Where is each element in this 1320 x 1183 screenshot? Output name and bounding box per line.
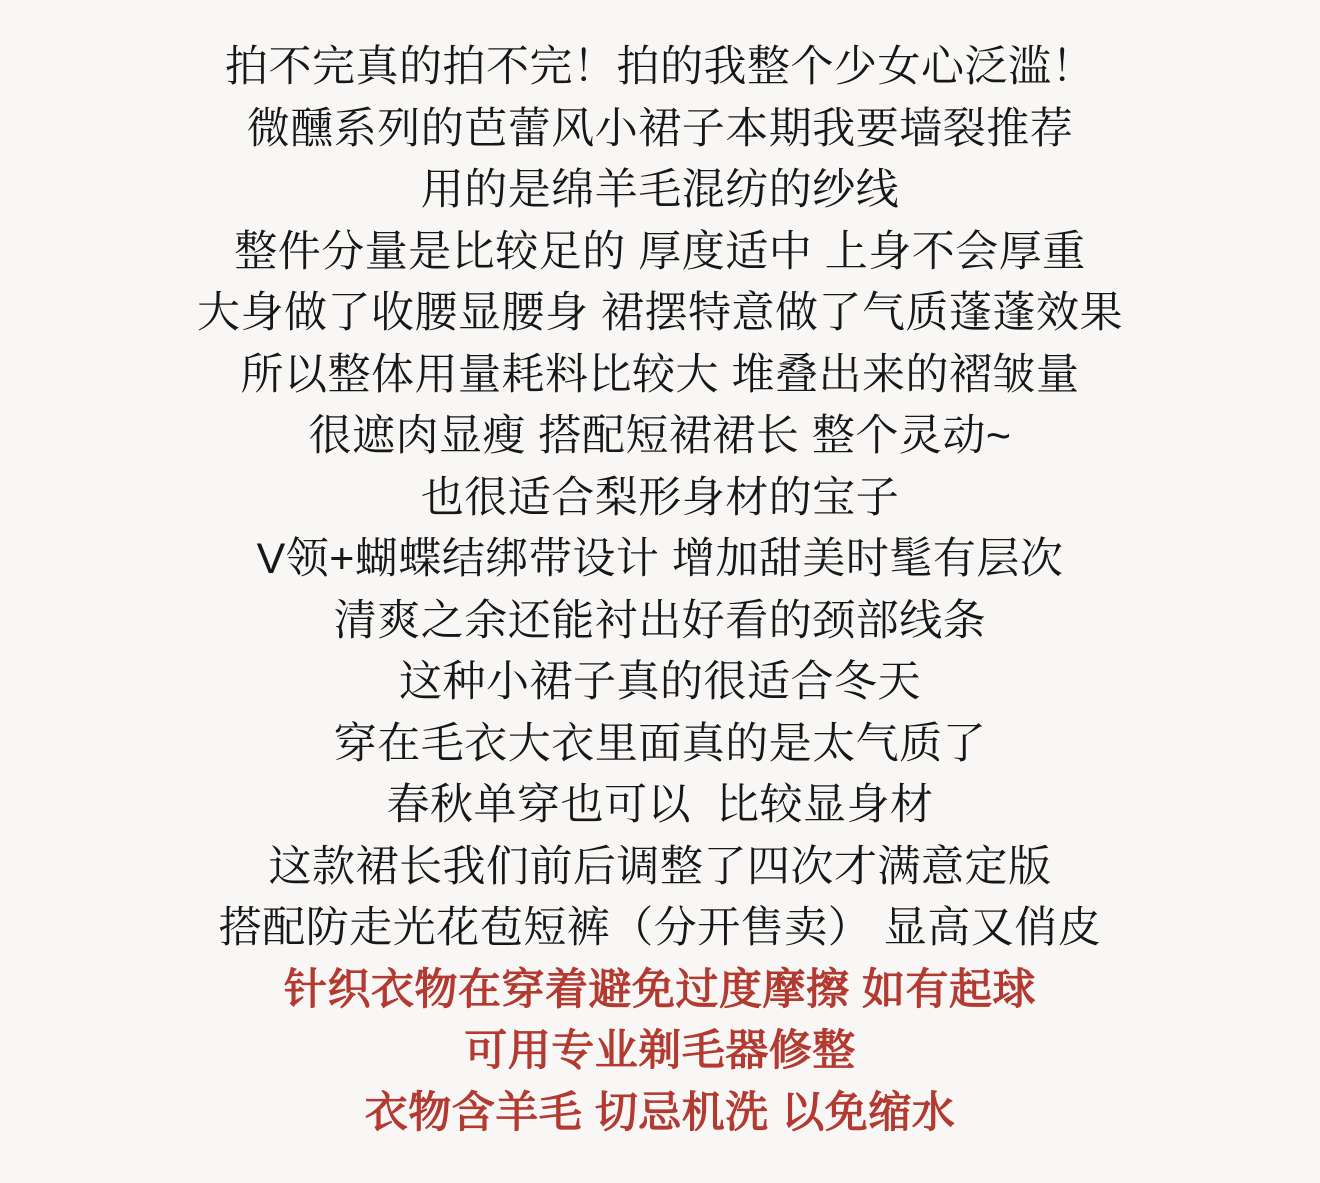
description-line: V领+蝴蝶结绑带设计 增加甜美时髦有层次 [256, 535, 1064, 583]
description-line: 这种小裙子真的很适合冬天 [399, 658, 921, 706]
description-line: 微醺系列的芭蕾风小裙子本期我要墙裂推荐 [246, 104, 1074, 153]
description-line: 春秋单穿也可以 比较显身材 [386, 781, 934, 829]
care-warning-line: 可用专业剃毛器修整 [464, 1027, 856, 1075]
description-line: 拍不完真的拍不完！拍的我整个少女心泛滥！ [225, 43, 1095, 91]
care-warning-line: 衣物含羊毛 切忌机洗 以免缩水 [364, 1088, 956, 1137]
care-warning-line: 针织衣物在穿着避免过度摩擦 如有起球 [284, 965, 1036, 1014]
description-line: 整件分量是比较足的 厚度适中 上身不会厚重 [234, 227, 1086, 276]
description-line: 搭配防走光花苞短裤（分开售卖） 显高又俏皮 [218, 904, 1102, 952]
description-line: 所以整体用量耗料比较大 堆叠出来的褶皱量 [240, 350, 1080, 399]
description-line: 这款裙长我们前后调整了四次才满意定版 [268, 842, 1052, 891]
description-line: 清爽之余还能衬出好看的颈部线条 [333, 596, 987, 645]
description-line: 很遮肉显瘦 搭配短裙裙长 整个灵动~ [308, 412, 1012, 460]
description-line: 用的是绵羊毛混纺的纱线 [420, 166, 900, 214]
description-line: 也很适合梨形身材的宝子 [420, 473, 900, 522]
description-line: 穿在毛衣大衣里面真的是太气质了 [333, 719, 987, 768]
description-line: 大身做了收腰显腰身 裙摆特意做了气质蓬蓬效果 [197, 289, 1123, 337]
